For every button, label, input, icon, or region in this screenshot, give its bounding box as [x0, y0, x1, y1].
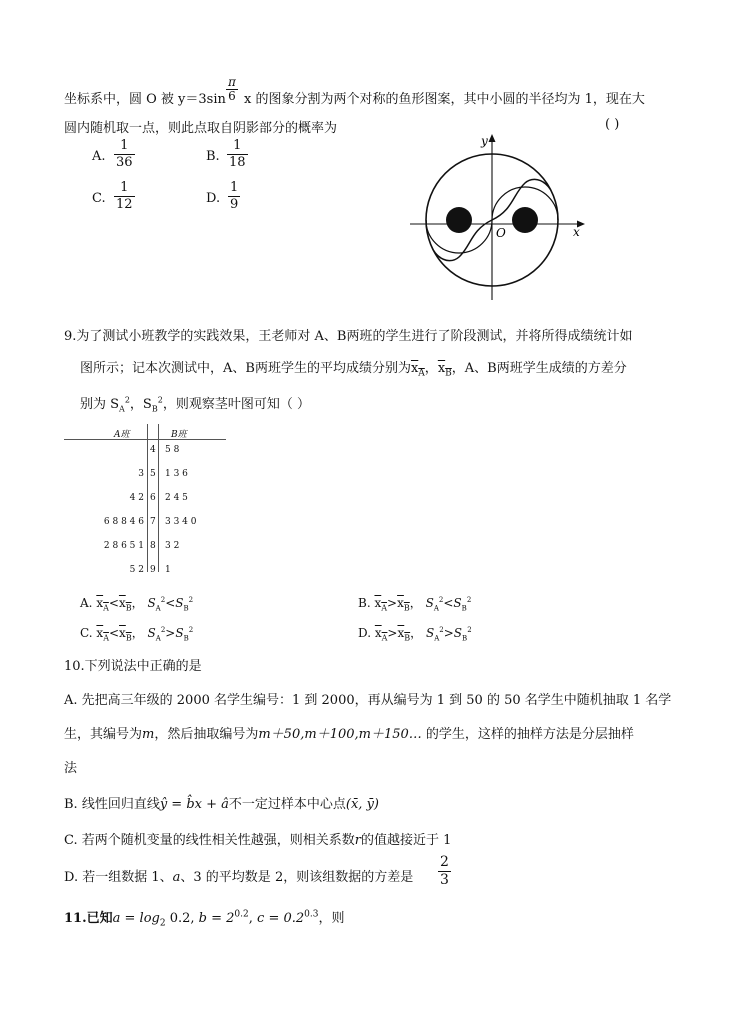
q11-post: ，则 — [318, 911, 345, 926]
q10-a2-mid: ，然后抽取编号为 — [154, 727, 259, 742]
q9-mean-a-sub: A — [418, 368, 425, 379]
q8-option-b-den: 18 — [229, 155, 246, 170]
q9-option-c-xa-sub: A — [103, 633, 109, 643]
q9-option-d-sb-sub: B — [462, 634, 468, 643]
q9-line3-mid: ，S — [129, 397, 152, 412]
q9-option-c-rel1: < — [108, 626, 120, 640]
q9-line3 — [80, 393, 310, 414]
q9-row-right: 1 3 6 — [165, 469, 188, 479]
q9-option-d-xb — [397, 626, 411, 643]
q8-option-b-label: B. — [206, 149, 220, 164]
q9-row-stem: 6 — [150, 493, 156, 503]
q9-option-b-xa — [374, 596, 388, 613]
q8-option-a-den: 36 — [116, 155, 133, 170]
q9-option-a-rel2: < — [165, 596, 176, 610]
q9-line2-pre: 图所示；记本次测试中，A、B两班学生的平均成绩分别为 — [80, 361, 411, 376]
q10-a2-m: m — [142, 727, 155, 742]
q9-option-a-xa — [96, 596, 109, 613]
q9-option-d-xa-sub: A — [381, 633, 388, 643]
q8-line1-post — [244, 88, 645, 107]
q9-option-d-sb-sup: 2 — [467, 626, 472, 634]
q9-mean-b-sub: B — [445, 368, 452, 379]
q9-option-c-rel2: > — [165, 626, 176, 640]
q11-b-tail: , — [248, 911, 253, 926]
q9-row-right: 3 3 4 0 — [165, 517, 197, 527]
q8-y-label: y — [481, 134, 488, 148]
q9-comma: ， — [424, 361, 438, 376]
q11-pre: 11.已知 — [64, 911, 113, 926]
q9-option-a-xb-sub: B — [125, 603, 132, 613]
q11-c-sup: 0.3 — [304, 909, 319, 920]
q9-stem-divider-right — [158, 424, 159, 572]
q9-option-b-s2: S — [453, 596, 462, 610]
q9-option-b: B. $x_A>x_B$， $S_A^2<S_B^2$ — [358, 596, 472, 613]
q9-option-b-s: S — [425, 596, 434, 610]
q8-shaded-circle-right — [512, 207, 538, 233]
q11-b-expr: b = 2 — [198, 911, 235, 926]
q9-option-b-xb-x: x — [397, 596, 404, 610]
q9-option-d: D. $x_A>x_B$， $S_A^2>S_B^2$ — [358, 626, 472, 643]
q10-b-mid: 不一定过样本中心点 — [228, 797, 346, 812]
q9-line2 — [80, 357, 627, 379]
q9-option-d-xa-x: x — [374, 626, 382, 640]
q9-option-d-label: D. — [358, 626, 372, 640]
q9-sa-sub: A — [119, 404, 125, 414]
q10-option-d — [64, 866, 413, 885]
q9-option-c-xb-sub: B — [125, 633, 132, 643]
q9-option-d-rel1: > — [387, 626, 398, 640]
q9-option-c-sa-sub: A — [155, 634, 161, 643]
q8-x-label: x — [573, 225, 580, 239]
q9-row-stem: 7 — [150, 517, 156, 527]
q9-row-stem: 8 — [150, 541, 156, 551]
q10-d-mid: 、3 的平均数是 2，则该组数据的方差是 — [180, 870, 414, 885]
q9-option-b-sa-sup: 2 — [438, 596, 444, 604]
q9-option-c-xa-x: x — [96, 626, 104, 640]
q9-option-a-sb-sup: 2 — [188, 596, 194, 604]
q8-option-c-label: C. — [92, 191, 106, 206]
q9-option-a-label: A. — [80, 596, 93, 610]
q9-stem-leaf-plot — [64, 424, 226, 574]
q9-sb-sup: 2 — [157, 395, 163, 405]
q8-option-d-frac — [228, 180, 240, 213]
q8-option-a-frac — [114, 138, 135, 171]
q9-option-b-sa-sub: A — [433, 604, 439, 613]
q9-row-stem: 5 — [150, 469, 156, 479]
q10-option-c — [64, 829, 451, 848]
q10-d-a: a — [172, 870, 181, 885]
q10-option-a-line1: A. 先把高三年级的 2000 名学生编号：1 到 2000，再从编号为 1 到 50 的 50 名学生中随机抽取 1 名学 — [64, 693, 672, 708]
q9-header-a: A班 — [114, 430, 130, 440]
q10-d-den: 3 — [440, 872, 449, 888]
q10-option-a-line3: 法 — [64, 761, 78, 776]
q8-origin-label: O — [496, 226, 506, 240]
q9-stem-divider-left — [147, 424, 148, 572]
q8-option-a-label: A. — [92, 149, 106, 164]
q9-option-b-rel1: > — [387, 596, 398, 610]
q9-option-a-s: S — [147, 596, 156, 610]
q9-line1: 9.为了测试小班教学的实践效果，王老师对 A、B两班的学生进行了阶段测试，并将所得成绩统计如 — [64, 329, 633, 344]
q9-row-stem: 9 — [150, 565, 156, 575]
q8-option-d-label: D. — [206, 191, 221, 206]
q10-c-post: 的值越接近于 1 — [360, 833, 452, 848]
q10-option-b — [64, 793, 379, 812]
q8-y-arrow — [489, 134, 496, 142]
q9-line3-post: ，则观察茎叶图可知（ ） — [162, 397, 310, 412]
q9-row-left: 5 2 — [129, 565, 144, 575]
q10-d-fraction — [438, 854, 451, 889]
q9-option-a-xb-x: x — [118, 596, 126, 610]
q8-line1-pre: 坐标系中，圆 O 被 y＝3sin — [64, 92, 226, 107]
q9-option-c-xa — [96, 626, 109, 643]
q9-option-a-sa-sup: 2 — [160, 596, 166, 604]
q9-option-c-s: S — [147, 626, 156, 640]
q9-option-d-xb-sub: B — [404, 633, 411, 643]
q8-answer-paren: ( ) — [605, 117, 620, 132]
q10-b-eq: ŷ = b̂x + â — [159, 797, 229, 812]
q9-option-a-xa-x: x — [96, 596, 104, 610]
q8-shaded-circle-left — [446, 207, 472, 233]
q11-c-expr: c = 0.2 — [257, 911, 305, 926]
q8-pi-num: π — [228, 75, 236, 89]
q9-row-left: 2 8 6 5 1 — [103, 541, 144, 551]
q10-title: 10.下列说法中正确的是 — [64, 659, 202, 674]
q9-row-stem: 4 — [150, 445, 156, 455]
q8-pi-fraction — [226, 76, 238, 103]
q9-mean-b-x: x — [437, 361, 446, 376]
q8-figure — [405, 132, 595, 307]
q9-option-d-rel2: > — [443, 626, 454, 640]
q9-row-right: 5 8 — [165, 445, 180, 455]
q9-option-a-rel1: < — [108, 596, 119, 610]
q9-option-a-sa-sub: A — [155, 604, 161, 613]
q9-mean-a — [410, 361, 425, 379]
q9-row-right: 3 2 — [165, 541, 180, 551]
q9-option-c-label: C. — [80, 626, 93, 640]
q10-a2-pre: 生，其编号为 — [64, 727, 143, 742]
q9-row-right: 1 — [165, 565, 171, 575]
q9-option-c-sb-sub: B — [183, 634, 189, 643]
q9-option-c-xb — [119, 626, 132, 643]
q11-line — [64, 907, 345, 929]
q9-row-left: 4 2 — [129, 493, 144, 503]
q9-header-b: B班 — [171, 430, 187, 440]
q10-d-pre: D. 若一组数据 1、 — [64, 870, 173, 885]
q10-c-pre: C. 若两个随机变量的线性相关性越强，则相关系数 — [64, 833, 355, 848]
q8-line1 — [64, 88, 226, 107]
q10-d-num: 2 — [440, 854, 449, 870]
q10-c-r: r — [354, 833, 361, 848]
q10-b-pre: B. 线性回归直线 — [64, 797, 160, 812]
q9-option-b-label: B. — [358, 596, 371, 610]
q11-b-sup: 0.2 — [234, 909, 249, 920]
q9-option-c: C. $x_A<x_B$， $S_A^2>S_B^2$ — [80, 626, 194, 643]
q9-option-d-xb-x: x — [397, 626, 405, 640]
q8-option-b-frac — [227, 138, 248, 171]
q9-row-left: 3 — [138, 469, 144, 479]
q9-option-b-sb-sup: 2 — [466, 596, 472, 604]
q9-row-right: 2 4 5 — [165, 493, 188, 503]
q9-option-b-xa-x: x — [374, 596, 382, 610]
q10-a2-post: 的学生，这样的抽样方法是分层抽样 — [425, 727, 634, 742]
q9-row-left: 6 8 8 4 6 — [103, 517, 144, 527]
q9-option-b-xb — [397, 596, 410, 613]
q9-line2-post: ，A、B两班学生成绩的方差分 — [451, 361, 627, 376]
q9-option-c-xb-x: x — [119, 626, 126, 640]
q10-a2-seq: m＋50,m＋100,m＋150… — [258, 727, 422, 742]
q9-option-b-rel2: < — [443, 596, 454, 610]
q8-line2: 圆内随机取一点，则此点取自阴影部分的概率为 — [64, 121, 338, 136]
q9-line3-pre: 别为 S — [80, 397, 120, 412]
q8-option-d-den: 9 — [230, 197, 239, 212]
q9-option-d-sa-sub: A — [434, 634, 440, 643]
q9-option-a-sb-sub: B — [183, 604, 189, 613]
q9-option-a-xa-sub: A — [103, 603, 109, 613]
q8-option-c-num: 1 — [114, 180, 135, 197]
q9-option-c-sa-sup: 2 — [160, 626, 166, 634]
q8-option-c-den: 12 — [116, 197, 133, 212]
q9-option-a-s2: S — [175, 596, 184, 610]
q9-option-c-s2: S — [175, 626, 184, 640]
q9-option-d-s2: S — [453, 626, 463, 640]
q9-option-c-sb-sup: 2 — [188, 626, 194, 634]
q11-a-expr: a = log — [112, 911, 160, 926]
q9-mean-a-x: x — [410, 361, 419, 376]
q8-pi-den: 6 — [228, 89, 236, 103]
q8-option-a-num: 1 — [114, 138, 135, 155]
q11-a-tail: 0.2, — [165, 911, 195, 926]
q8-option-c-frac — [114, 180, 135, 213]
q10-b-point: (x̄, ȳ) — [345, 797, 379, 812]
q9-option-b-sb-sub: B — [461, 604, 467, 613]
q8-option-b-num: 1 — [227, 138, 248, 155]
q8-option-d-num: 1 — [230, 180, 239, 195]
q9-sb-sub: B — [151, 404, 158, 414]
q9-option-a-xb — [118, 596, 132, 613]
q9-option-b-xb-sub: B — [403, 603, 410, 613]
q9-option-d-xa — [374, 626, 388, 643]
q8-line1-post-text: x 的图象分割为两个对称的鱼形图案，其中小圆的半径均为 1，现在大 — [244, 92, 645, 107]
q10-option-a-line2 — [64, 723, 634, 742]
q9-option-b-xa-sub: A — [381, 603, 388, 613]
q9-sa-sup: 2 — [124, 395, 130, 405]
q9-option-d-sa-sup: 2 — [439, 626, 444, 634]
q9-mean-b — [437, 361, 452, 379]
q9-option-d-s: S — [425, 626, 435, 640]
q11-a-sub: 2 — [159, 918, 166, 929]
q9-option-a: A. $x_A<x_B$， $S_A^2<S_B^2$ — [80, 596, 194, 613]
q9-stem-leaf-header-line — [64, 439, 226, 440]
